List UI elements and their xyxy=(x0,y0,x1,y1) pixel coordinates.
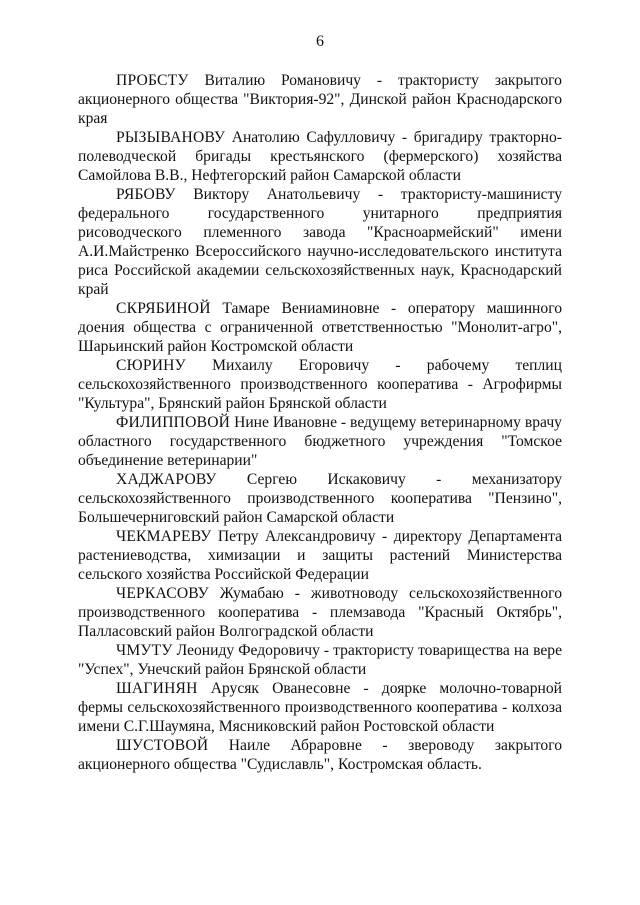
entry-text: Нине Ивановне - ведущему ветеринарному врачу областного государственного бюджетного учреждения "Томское объединение ветеринарии" xyxy=(78,414,562,469)
surname: ФИЛИППОВОЙ xyxy=(116,414,231,431)
surname: РЯБОВУ xyxy=(116,186,176,203)
surname: ШУСТОВОЙ xyxy=(116,737,209,754)
list-item xyxy=(78,679,562,736)
list-item xyxy=(78,413,562,470)
surname: СЮРИНУ xyxy=(116,357,186,374)
entry-text: Сергею Искаковичу - механизатору сельскохозяйственного производственного кооператива "Пензино", Большечерниговский район Самарской области xyxy=(78,471,562,526)
surname: ЧМУТУ xyxy=(116,642,173,659)
entry-text: Арусяк Ованесовне - доярке молочно-товарной фермы сельскохозяйственного производственного кооператива - колхоза имени С.Г.Шаумяна, Мясниковский район Ростовской области xyxy=(78,680,562,735)
surname: ЧЕКМАРЕВУ xyxy=(116,528,212,545)
entry-text: Наиле Абраровне - звероводу закрытого акционерного общества "Судиславль", Костромская область. xyxy=(78,737,562,773)
entry-text: Петру Александровичу - директору Департамента растениеводства, химизации и защиты растений Министерства сельского хозяйства Российской Федерации xyxy=(78,528,562,583)
entry-text: Тамаре Вениаминовне - оператору машинного доения общества с ограниченной ответственностью "Монолит-агро", Шарьинский район Костромской области xyxy=(78,300,562,355)
list-item xyxy=(78,71,562,128)
surname: СКРЯБИНОЙ xyxy=(116,300,211,317)
entry-text: Жумабаю - животноводу сельскохозяйственного производственного кооператива - племзавода "Красный Октябрь", Палласовский район Волгоградской области xyxy=(78,585,562,640)
surname: РЫЗЫВАНОВУ xyxy=(116,129,226,146)
list-item xyxy=(78,128,562,185)
entry-text: Леониду Федоровичу - трактористу товарищества на вере "Успех", Унечский район Брянской области xyxy=(78,642,562,678)
surname: ШАГИНЯН xyxy=(116,680,198,697)
list-item xyxy=(78,584,562,641)
list-item xyxy=(78,641,562,679)
list-item xyxy=(78,356,562,413)
surname: ХАДЖАРОВУ xyxy=(116,471,217,488)
entry-text: Виталию Романовичу - трактористу закрытого акционерного общества "Виктория-92", Динской район Краснодарского края xyxy=(78,72,562,127)
surname: ПРОБСТУ xyxy=(116,72,189,89)
award-list xyxy=(78,71,562,774)
surname: ЧЕРКАСОВУ xyxy=(116,585,209,602)
list-item xyxy=(78,299,562,356)
list-item xyxy=(78,185,562,299)
list-item xyxy=(78,527,562,584)
page-number: 6 xyxy=(316,33,324,50)
list-item xyxy=(78,470,562,527)
entry-text: Виктору Анатольевичу - трактористу-машинисту федерального государственного унитарного предприятия рисоводческого племенного завода "Красноармейский" имени А.И.Майстренко Всероссийского научно-исследовательского института риса Российской академии сельскохозяйственных наук, Краснодарский край xyxy=(78,186,562,298)
entry-text: Анатолию Сафулловичу - бригадиру тракторно-полеводческой бригады крестьянского (фермерского) хозяйства Самойлова В.В., Нефтегорский район Самарской области xyxy=(78,129,562,184)
entry-text: Михаилу Егоровичу - рабочему теплиц сельскохозяйственного производственного кооператива - Агрофирмы "Культура", Брянский район Брянской области xyxy=(78,357,562,412)
list-item xyxy=(78,736,562,774)
